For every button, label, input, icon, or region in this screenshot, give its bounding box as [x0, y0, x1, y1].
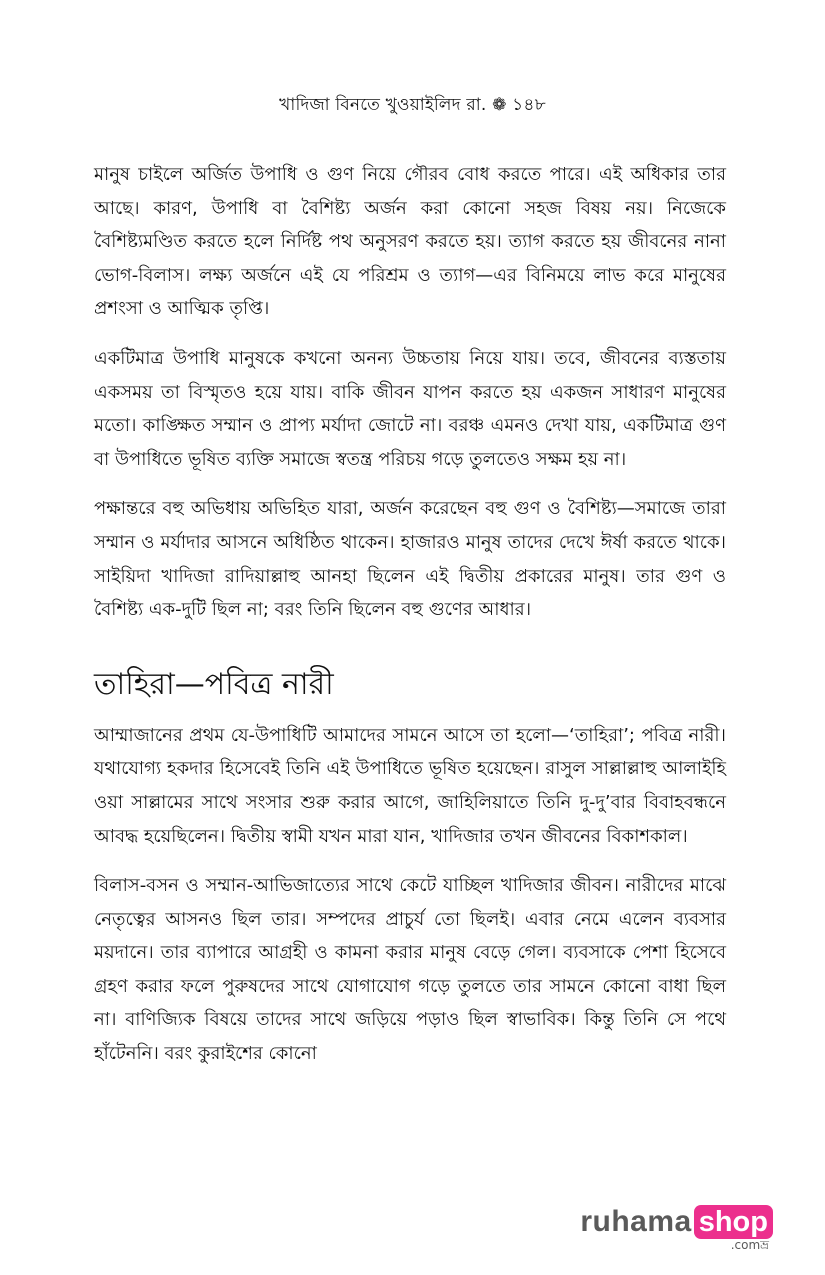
logo-domain: .comভ্র — [730, 1238, 769, 1252]
logo-badge: shop — [694, 1205, 773, 1239]
section-heading: তাহিরা—পবিত্র নারী — [94, 666, 334, 702]
logo-wordmark: ruhama — [580, 1205, 692, 1238]
paragraph-2: একটিমাত্র উপাধি মানুষকে কখনো অনন্য উচ্চতায় নিয়ে যায়। তবে, জীবনের ব্যস্ততায় একসময় তা বিস্মৃতও হয়ে যায়। বাকি জীবন যাপন করতে হয় একজন সাধারণ মানুষের মতো। কাঙ্ক্ষিত সম্মান ও প্রাপ্য মর্যাদা জোটে না। বরঞ্চ এমনও দেখা যায়, একটিমাত্র গুণ বা উপাধিতে ভূষিত ব্যক্তি সমাজে স্বতন্ত্র পরিচয় গড়ে তুলতেও সক্ষম হয় না। — [94, 347, 726, 470]
page-body — [94, 158, 726, 1087]
paragraph-3: পক্ষান্তরে বহু অভিধায় অভিহিত যারা, অর্জন করেছেন বহু গুণ ও বৈশিষ্ট্য—সমাজে তারা সম্মান ও মর্যাদার আসনে অধিষ্ঠিত থাকেন। হাজারও মানুষ তাদের দেখে ঈর্ষা করতে থাকে। সাইয়িদা খাদিজা রাদিয়াল্লাহু আনহা ছিলেন এই দ্বিতীয় প্রকারের মানুষ। তার গুণ ও বৈশিষ্ট্য এক-দুটি ছিল না; বরং তিনি ছিলেন বহু গুণের আধার। — [94, 498, 726, 621]
ruhamashop-logo — [580, 1205, 773, 1252]
paragraph-5: বিলাস-বসন ও সম্মান-আভিজাত্যের সাথে কেটে যাচ্ছিল খাদিজার জীবন। নারীদের মাঝে নেতৃত্বের আসনও ছিল তার। সম্পদের প্রাচুর্য তো ছিলই। এবার নেমে এলেন ব্যবসার ময়দানে। তার ব্যাপারে আগ্রহী ও কামনা করার মানুষ বেড়ে গেল। ব্যবসাকে পেশা হিসেবে গ্রহণ করার ফলে পুরুষদের সাথে যোগাযোগ গড়ে তুলতে তার সামনে কোনো বাধা ছিল না। বাণিজ্যিক বিষয়ে তাদের সাথে জড়িয়ে পড়াও ছিল স্বাভাবিক। কিন্তু তিনি সে পথে হাঁটেননি। বরং কুরাইশের কোনো — [94, 875, 726, 1065]
paragraph-4: আম্মাজানের প্রথম যে-উপাধিটি আমাদের সামনে আসে তা হলো—‘তাহিরা’; পবিত্র নারী। যথাযোগ্য হকদার হিসেবেই তিনি এই উপাধিতে ভূষিত হয়েছেন। রাসুল সাল্লাল্লাহু আলাইহি ওয়া সাল্লামের সাথে সংসার শুরু করার আগে, জাহিলিয়াতে তিনি দু-দু’বার বিবাহবন্ধনে আবদ্ধ হয়েছিলেন। দ্বিতীয় স্বামী যখন মারা যান, খাদিজার তখন জীবনের বিকাশকাল। — [94, 724, 726, 847]
paragraph-1: মানুষ চাইলে অর্জিত উপাধি ও গুণ নিয়ে গৌরব বোধ করতে পারে। এই অধিকার তার আছে। কারণ, উপাধি বা বৈশিষ্ট্য অর্জন করা কোনো সহজ বিষয় নয়। নিজেকে বৈশিষ্ট্যমণ্ডিত করতে হলে নির্দিষ্ট পথ অনুসরণ করতে হয়। ত্যাগ করতে হয় জীবনের নানা ভোগ-বিলাস। লক্ষ্য অর্জনে এই যে পরিশ্রম ও ত্যাগ—এর বিনিময়ে লাভ করে মানুষের প্রশংসা ও আত্মিক তৃপ্তি। — [94, 164, 726, 320]
running-header: খাদিজা বিনতে খুওয়াইলিদ রা. ❁ ১৪৮ — [279, 95, 546, 115]
